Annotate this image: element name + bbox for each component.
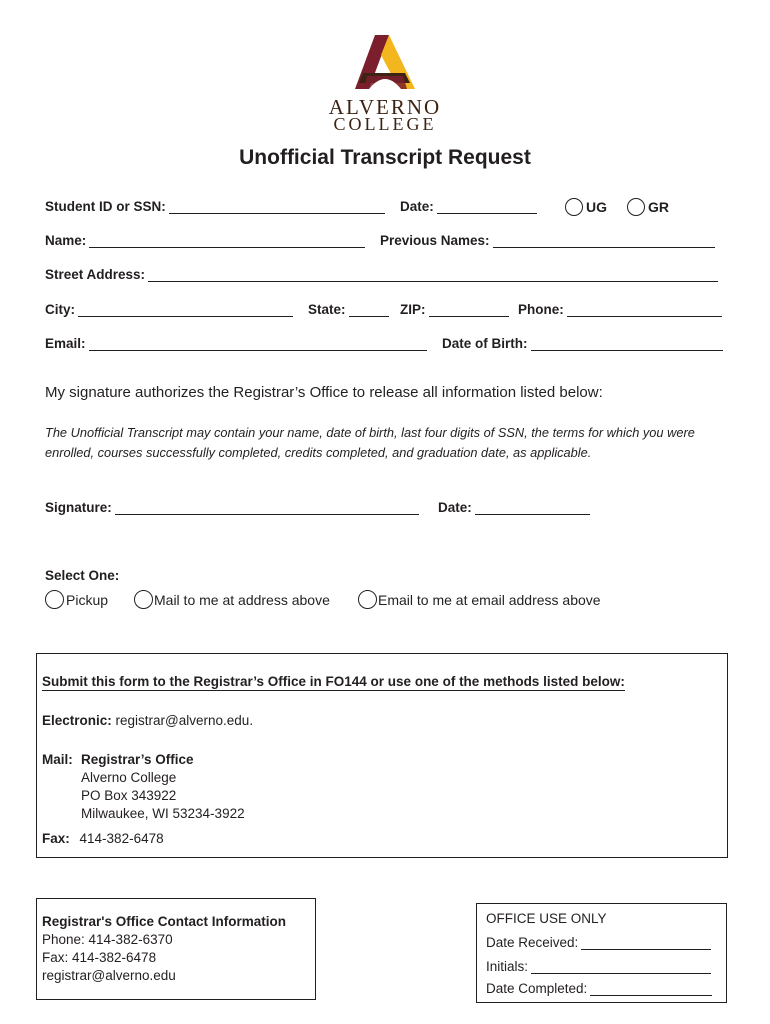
zip-label: ZIP: [400, 302, 426, 317]
office-heading: OFFICE USE ONLY [486, 911, 607, 926]
zip-field[interactable] [400, 302, 509, 317]
previous-names-field[interactable] [380, 233, 715, 248]
mail-label: Mail to me at address above [154, 591, 330, 608]
initials-field[interactable] [486, 959, 711, 974]
state-field[interactable] [308, 302, 389, 317]
authorization-text: My signature authorizes the Registrar’s Office to release all information listed below: [45, 384, 603, 401]
signature-field[interactable] [45, 500, 419, 515]
mail-label-text: Mail: [42, 752, 73, 767]
signature-date-field[interactable] [438, 500, 590, 515]
name-field[interactable] [45, 233, 365, 248]
date-of-birth-label: Date of Birth: [442, 336, 528, 351]
phone-field[interactable] [518, 302, 722, 317]
gr-label: GR [648, 199, 669, 215]
electronic-label: Electronic: [42, 713, 112, 728]
email-option-label: Email to me at email address above [378, 591, 601, 608]
contact-box [36, 898, 316, 1000]
date-label: Date: [400, 199, 434, 214]
mail-radio[interactable] [134, 590, 153, 609]
student-id-field[interactable] [45, 199, 385, 214]
office-use-box [476, 903, 727, 1003]
pickup-label: Pickup [66, 591, 109, 608]
previous-names-label: Previous Names: [380, 233, 490, 248]
submit-box [36, 653, 728, 858]
fax-label: Fax: [42, 831, 70, 846]
email-field[interactable] [45, 336, 427, 351]
mail-line-3: PO Box 343922 [81, 788, 177, 803]
student-id-label: Student ID or SSN: [45, 199, 166, 214]
contact-email[interactable]: registrar@alverno.edu [42, 968, 176, 983]
logo-line-1: ALVERNO [328, 95, 442, 119]
alverno-logo [320, 33, 450, 133]
city-label: City: [45, 302, 75, 317]
pickup-option[interactable] [45, 590, 108, 609]
contact-fax: Fax: 414-382-6478 [42, 950, 157, 965]
ug-radio-circle[interactable] [565, 198, 583, 216]
state-label: State: [308, 302, 346, 317]
initials-label: Initials: [486, 959, 529, 974]
page-title: Unofficial Transcript Request [239, 146, 531, 169]
date-completed-field[interactable] [486, 981, 712, 996]
mail-option[interactable] [134, 590, 330, 609]
date-received-label: Date Received: [486, 935, 579, 950]
submit-heading: Submit this form to the Registrar’s Office in FO144 or use one of the methods listed below: [42, 674, 625, 689]
electronic-row [42, 712, 253, 730]
date-completed-label: Date Completed: [486, 981, 588, 996]
date-field[interactable] [400, 199, 537, 214]
contact-heading: Registrar's Office Contact Information [42, 914, 286, 929]
email-option[interactable] [358, 590, 601, 609]
ug-label: UG [586, 199, 607, 215]
name-label: Name: [45, 233, 87, 248]
mail-line-2: Alverno College [81, 770, 177, 785]
email-label: Email: [45, 336, 86, 351]
date-of-birth-field[interactable] [442, 336, 723, 351]
gr-radio[interactable] [627, 198, 669, 216]
phone-label: Phone: [518, 302, 564, 317]
mail-line-1: Registrar’s Office [81, 752, 194, 767]
mail-line-4: Milwaukee, WI 53234-3922 [81, 806, 245, 821]
contact-phone: Phone: 414-382-6370 [42, 932, 173, 947]
logo-line-2: COLLEGE [333, 114, 437, 134]
date-received-field[interactable] [486, 935, 711, 950]
gr-radio-circle[interactable] [627, 198, 645, 216]
logo-a-mark-icon [353, 33, 417, 91]
fax-value: 414-382-6478 [79, 831, 164, 846]
mail-address [81, 751, 245, 823]
ug-radio[interactable] [565, 198, 607, 216]
electronic-value[interactable]: registrar@alverno.edu. [115, 713, 254, 728]
street-address-field[interactable] [45, 267, 718, 282]
transcript-note: The Unofficial Transcript may contain your name, date of birth, last four digits of SSN, the terms for which you were enrolled, courses successfully completed, credits completed, and graduation date, as applicable. [45, 425, 695, 460]
email-radio[interactable] [358, 590, 377, 609]
pickup-radio[interactable] [45, 590, 64, 609]
signature-label: Signature: [45, 500, 112, 515]
city-field[interactable] [45, 302, 293, 317]
street-address-label: Street Address: [45, 267, 146, 282]
fax-row [42, 830, 164, 848]
select-one-label: Select One: [45, 568, 120, 583]
signature-date-label: Date: [438, 500, 472, 515]
